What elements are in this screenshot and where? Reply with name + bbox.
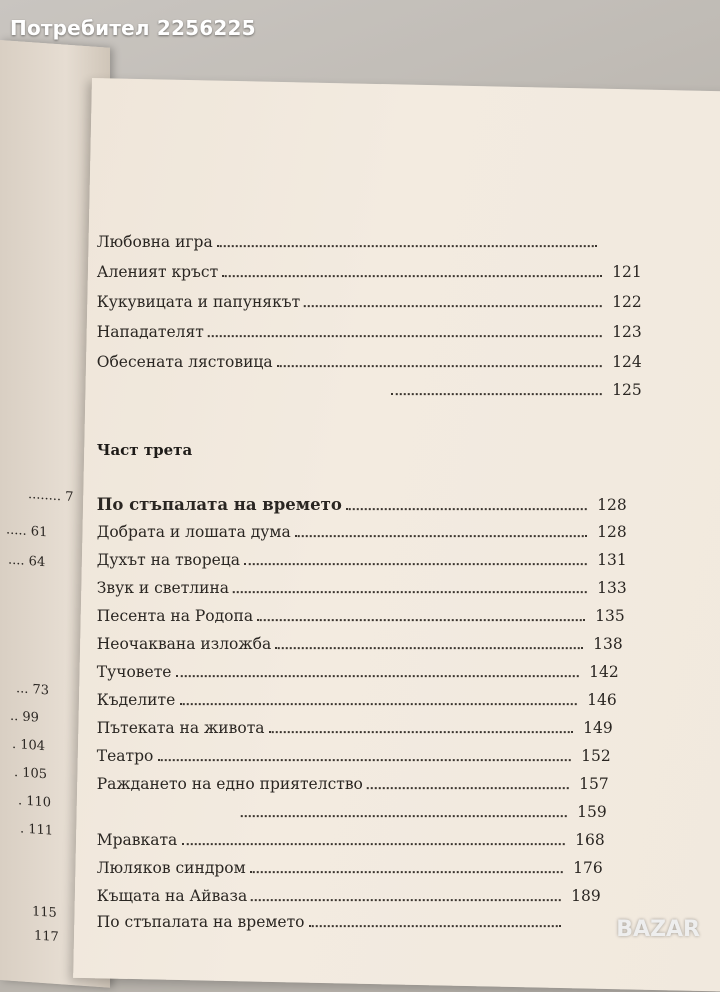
right-book-page [73,78,720,992]
toc-entry: Аленият кръст 121 [96,263,642,282]
toc-entry: Кукувицата и папунякът 122 [96,293,642,312]
user-watermark: Потребител 2256225 [10,16,256,40]
toc-entry: Обесената лястовица 124 [96,353,642,372]
toc-entry: Добрата и лошата дума 128 [96,523,627,542]
toc-entry: Люляков синдром 176 [96,859,603,878]
left-page-number: 115 [32,904,57,921]
left-page-number: . 105 [14,764,48,783]
toc-entry: Звук и светлина 133 [96,579,627,598]
toc-entry: Нападателят 123 [96,323,642,342]
left-page-number: ........ 7 [28,486,74,506]
left-page-number: 117 [34,928,59,946]
toc-entry: Пътеката на живота 149 [96,719,613,738]
left-page-number: .. 99 [10,708,39,726]
bazar-logo: BAZAR [616,917,700,942]
toc-entry-bold: По стъпалата на времето 128 [96,495,627,515]
section-heading: Част трета [96,441,193,460]
toc-entry: 125 [97,381,642,399]
left-page-number: .... 64 [8,552,46,571]
toc-entry: Неочаквана изложба 138 [96,635,623,654]
left-page-number: ..... 61 [6,522,48,541]
toc-entry: Песента на Родопа 135 [96,607,625,626]
toc-entry: Театро 152 [96,747,611,766]
left-page-number: . 104 [12,736,46,755]
toc-entry: 159 [97,803,607,821]
toc-entry: Тучовете 142 [96,663,619,682]
toc-entry: Къщата на Айваза 189 [96,887,601,906]
toc-entry: Раждането на едно приятелство 157 [96,775,609,794]
toc-entry: По стъпалата на времето [97,913,601,931]
left-page-number: ... 73 [16,681,50,699]
toc-entry: Къделите 146 [96,691,617,710]
toc-entry: Духът на твореца 131 [96,551,627,570]
left-page-number: . 111 [20,821,54,839]
toc-entry: Мравката 168 [96,831,605,850]
toc-entry: Любовна игра [97,233,637,251]
left-page-number: . 110 [18,793,52,811]
